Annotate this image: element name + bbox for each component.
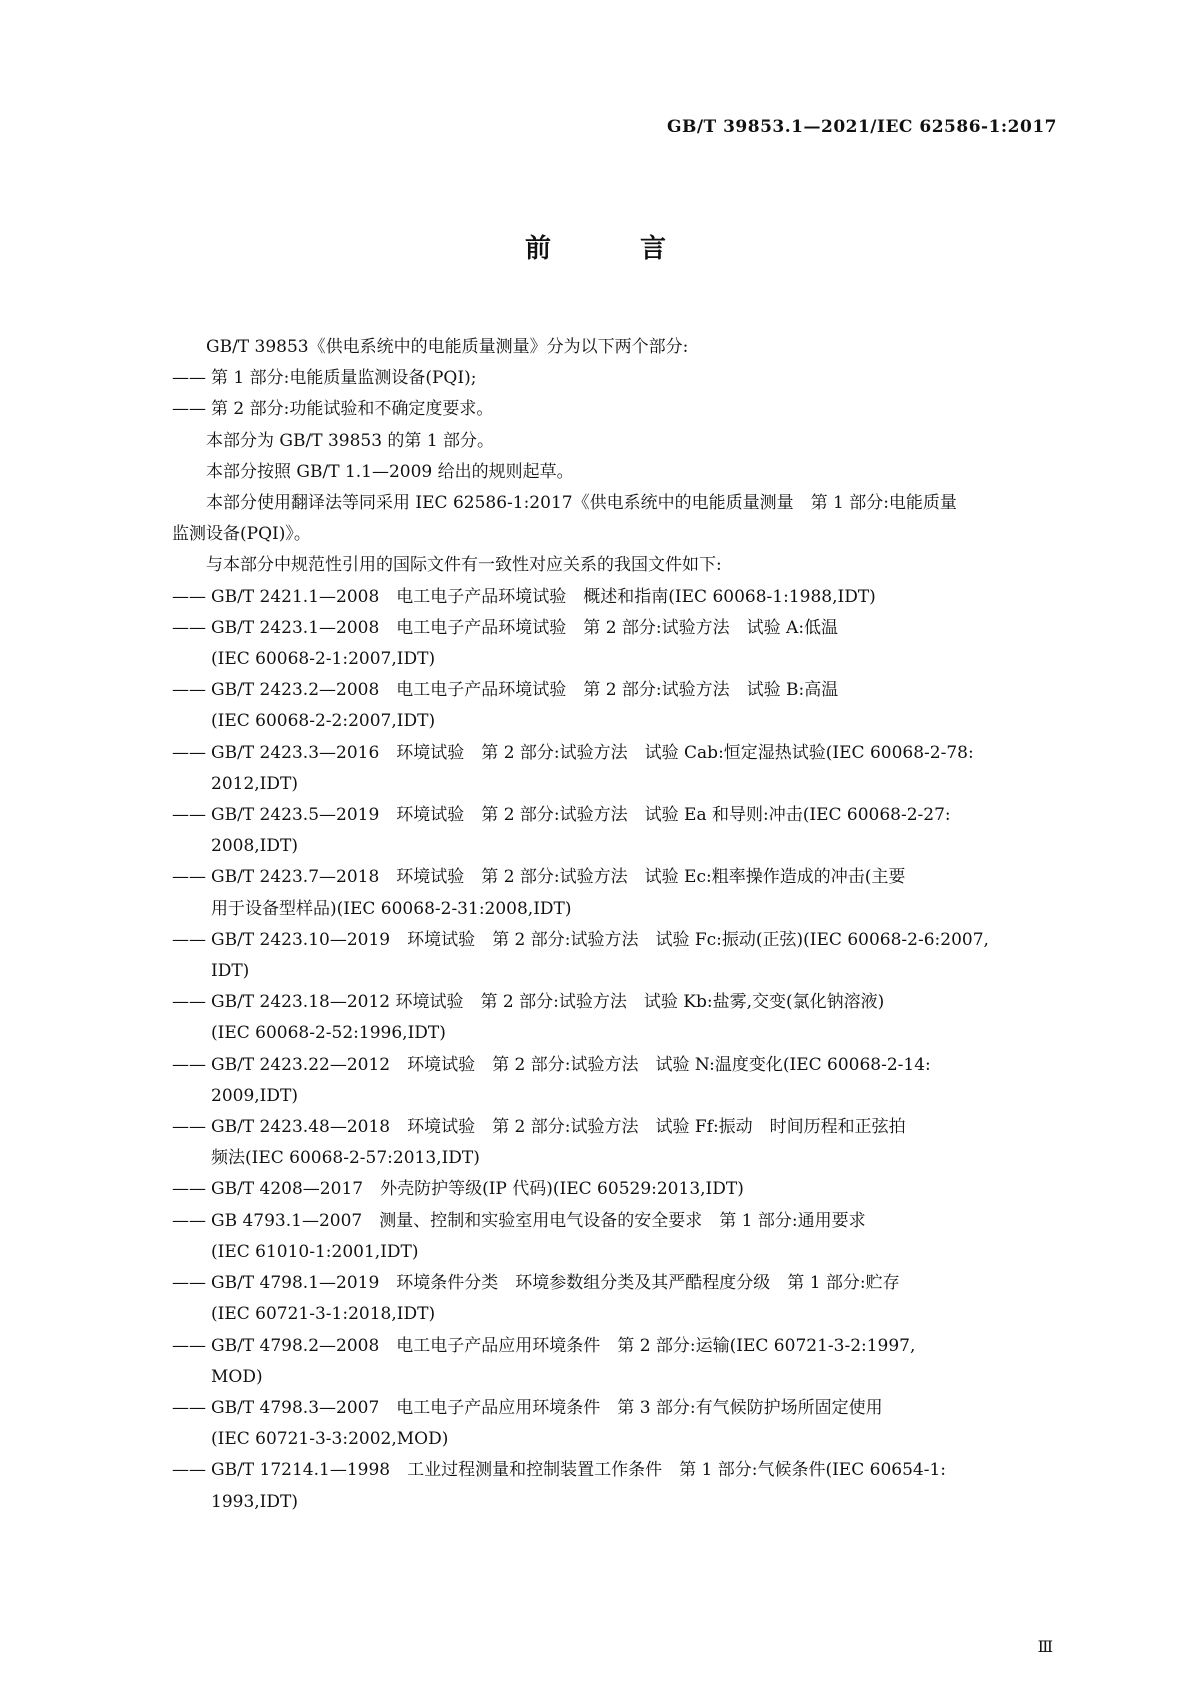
reference-item — [172, 1268, 1060, 1330]
document-body — [172, 332, 1060, 1518]
reference-line-1: —— GB/T 2423.7—2018 环境试验 第 2 部分:试验方法 试验 Ec:粗率操作造成的冲击(主要 — [211, 862, 1060, 893]
adoption-paragraph — [172, 488, 1060, 519]
reference-line-1: —— GB/T 4208—2017 外壳防护等级(IP 代码)(IEC 60529:2013,IDT) — [211, 1174, 1060, 1205]
scope-paragraph: 本部分为 GB/T 39853 的第 1 部分。 — [206, 430, 495, 451]
reference-item — [172, 675, 1060, 737]
reference-item — [172, 1331, 1060, 1393]
reference-item — [172, 1050, 1060, 1112]
reference-line-2: (IEC 60068-2-2:2007,IDT) — [211, 711, 436, 732]
reference-line-2: 用于设备型样品)(IEC 60068-2-31:2008,IDT) — [211, 898, 572, 919]
reference-line-2: (IEC 60721-3-1:2018,IDT) — [211, 1304, 436, 1325]
part-list-text: 第 2 部分:功能试验和不确定度要求。 — [211, 399, 494, 420]
references-intro-paragraph: 与本部分中规范性引用的国际文件有一致性对应关系的我国文件如下: — [206, 555, 722, 576]
reference-item — [172, 738, 1060, 800]
reference-line-1: —— GB/T 2423.3—2016 环境试验 第 2 部分:试验方法 试验 Cab:恒定湿热试验(IEC 60068-2-78: — [211, 738, 1060, 769]
reference-line-1: —— GB/T 2423.1—2008 电工电子产品环境试验 第 2 部分:试验方法 试验 A:低温 — [211, 613, 1060, 644]
document-code-header: GB/T 39853.1—2021/IEC 62586-1:2017 — [666, 117, 1057, 137]
reference-line-1: —— GB/T 2423.48—2018 环境试验 第 2 部分:试验方法 试验 Ff:振动 时间历程和正弦拍 — [211, 1112, 1060, 1143]
reference-item — [172, 800, 1060, 862]
reference-line-2: (IEC 60721-3-3:2002,MOD) — [211, 1429, 449, 1450]
reference-list — [172, 582, 1060, 1518]
reference-line-2: 2009,IDT) — [211, 1085, 298, 1106]
reference-item — [172, 925, 1060, 987]
reference-line-1: —— GB 4793.1—2007 测量、控制和实验室用电气设备的安全要求 第 1 部分:通用要求 — [211, 1206, 1060, 1237]
page-number: Ⅲ — [1037, 1637, 1053, 1656]
reference-line-1: —— GB/T 2423.22—2012 环境试验 第 2 部分:试验方法 试验 N:温度变化(IEC 60068-2-14: — [211, 1050, 1060, 1081]
reference-line-1: —— GB/T 4798.3—2007 电工电子产品应用环境条件 第 3 部分:有气候防护场所固定使用 — [211, 1393, 1060, 1424]
reference-line-2: 频法(IEC 60068-2-57:2013,IDT) — [211, 1148, 480, 1169]
part-list-item — [172, 363, 1060, 394]
reference-item — [172, 1206, 1060, 1268]
reference-item — [172, 987, 1060, 1049]
reference-line-2: (IEC 60068-2-1:2007,IDT) — [211, 649, 436, 670]
intro-paragraph: GB/T 39853《供电系统中的电能质量测量》分为以下两个部分: — [206, 337, 689, 357]
reference-line-1: —— GB/T 4798.1—2019 环境条件分类 环境参数组分类及其严酷程度分级 第 1 部分:贮存 — [211, 1268, 1060, 1299]
reference-item — [172, 1174, 1060, 1205]
dash-mark: —— — [172, 399, 206, 420]
reference-line-1: —— GB/T 2421.1—2008 电工电子产品环境试验 概述和指南(IEC 60068-1:1988,IDT) — [211, 582, 1060, 613]
reference-line-2: 2008,IDT) — [211, 836, 298, 857]
reference-item — [172, 1393, 1060, 1455]
reference-line-2: 1993,IDT) — [211, 1491, 298, 1512]
reference-item — [172, 862, 1060, 924]
reference-item — [172, 1455, 1060, 1517]
dash-mark: —— — [172, 368, 206, 389]
reference-line-2: IDT) — [211, 961, 250, 982]
reference-line-1: —— GB/T 17214.1—1998 工业过程测量和控制装置工作条件 第 1 部分:气候条件(IEC 60654-1: — [211, 1455, 1060, 1486]
reference-line-1: —— GB/T 2423.18—2012 环境试验 第 2 部分:试验方法 试验 Kb:盐雾,交变(氯化钠溶液) — [211, 987, 1060, 1018]
adoption-line-1: 本部分使用翻译法等同采用 IEC 62586-1:2017《供电系统中的电能质量测量 第 1 部分:电能质量 — [206, 493, 957, 514]
adoption-paragraph-continuation: 监测设备(PQI)》。 — [172, 524, 311, 545]
reference-line-2: MOD) — [211, 1366, 263, 1387]
part-list-text: 第 1 部分:电能质量监测设备(PQI); — [211, 368, 477, 389]
reference-item — [172, 582, 1060, 613]
reference-line-2: (IEC 60068-2-52:1996,IDT) — [211, 1023, 446, 1044]
reference-line-1: —— GB/T 2423.5—2019 环境试验 第 2 部分:试验方法 试验 Ea 和导则:冲击(IEC 60068-2-27: — [211, 800, 1060, 831]
page-title: 前 言 — [524, 234, 707, 264]
reference-line-2: 2012,IDT) — [211, 773, 298, 794]
reference-line-2: (IEC 61010-1:2001,IDT) — [211, 1241, 419, 1262]
part-list-item — [172, 394, 1060, 425]
reference-item — [172, 613, 1060, 675]
reference-line-1: —— GB/T 4798.2—2008 电工电子产品应用环境条件 第 2 部分:运输(IEC 60721-3-2:1997, — [211, 1331, 1060, 1362]
reference-line-1: —— GB/T 2423.10—2019 环境试验 第 2 部分:试验方法 试验 Fc:振动(正弦)(IEC 60068-2-6:2007, — [211, 925, 1060, 956]
reference-item — [172, 1112, 1060, 1174]
drafting-rule-paragraph: 本部分按照 GB/T 1.1—2009 给出的规则起草。 — [206, 461, 574, 482]
reference-line-1: —— GB/T 2423.2—2008 电工电子产品环境试验 第 2 部分:试验方法 试验 B:高温 — [211, 675, 1060, 706]
